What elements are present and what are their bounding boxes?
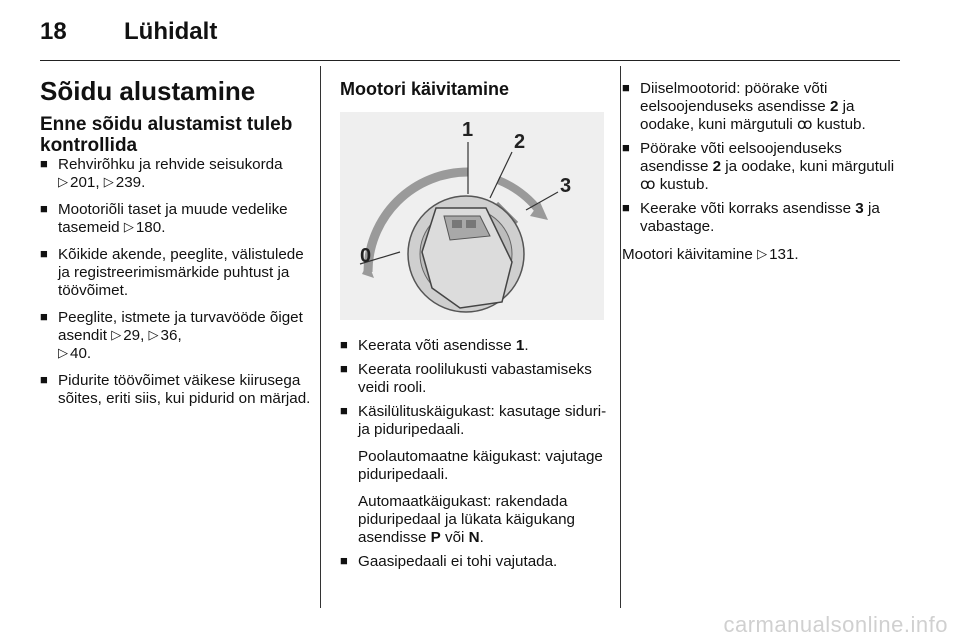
column-3 [622,66,912,264]
watermark: carmanualsonline.info [723,612,948,637]
xref-icon: ▷ [757,246,768,261]
list-item: ■ Rehvirõhku ja rehvide seisukorda ▷ 201, ▷ 239. [40,156,312,192]
list-item: ■ Diiselmootorid: pöörake võti eelsoojenduseks asendisse 2 ja oodake, kuni märgutuli ꝏ kustub. [622,80,912,134]
list-item: ■ Kõikide akende, peeglite, välistulede ja registreerimismärkide puhtust ja töövõimet. [40,246,312,300]
column-divider-1 [320,66,321,608]
column-divider-2 [620,66,621,608]
heading-start-driving: Sõidu alustamine [40,76,256,106]
xref-link[interactable]: 36, [160,327,182,344]
xref-icon: ▷ [123,219,134,234]
list-item: ■ Gaasipedaali ei tohi vajutada. [340,553,608,571]
xref-link[interactable]: 29, [123,327,149,344]
label-position-3: 3 [560,175,572,197]
xref-link[interactable]: 180. [135,219,166,236]
header-rule [40,60,900,61]
list-item: ■ Keerake võti korraks asendisse 3 ja vabastage. [622,200,912,236]
page-number: 18 [40,18,67,45]
page-header [40,14,900,54]
xref-link[interactable]: 239. [115,174,146,191]
engine-start-ref: Mootori käivitamine ▷ 131. [622,246,799,263]
list-item: ■ Keerata roolilukusti vabastamiseks veidi rooli. [340,361,608,397]
start-steps [340,337,608,571]
xref-icon: ▷ [111,327,122,342]
xref-link[interactable]: 131. [769,246,799,263]
list-item: ■ Mootoriõli taset ja muude vedelike tasemeid ▷ 180. [40,201,312,237]
heading-engine-start: Mootori käivitamine [340,79,510,99]
checklist [40,156,312,408]
diesel-steps [622,80,912,236]
xref-icon: ▷ [103,174,114,189]
glow-plug-icon: ꝏ [640,176,656,193]
label-position-1: 1 [462,119,474,141]
list-item: ■ Peeglite, istmete ja turvavööde õiget asendit ▷ 29, ▷ 36, ▷ 40. [40,309,312,363]
label-position-2: 2 [514,131,526,153]
section-title: Lühidalt [124,18,218,45]
column-1 [40,66,312,417]
list-item: ■ Keerata võti asendisse 1. [340,337,608,355]
xref-icon: ▷ [148,327,159,342]
heading-check-before: Enne sõidu alustamist tuleb kontrollida [40,114,293,156]
list-item: ■ Käsilülituskäigukast: kasutage siduri- ja piduripedaali. Poolautomaatne käigukast: vajutage piduripedaali. Automaatkäigukast: rakendada piduripedaal ja lükata käigukang asendisse P või N. [340,403,608,547]
glow-plug-icon: ꝏ [797,116,813,133]
xref-icon: ▷ [58,345,68,360]
label-position-0: 0 [360,245,372,267]
ignition-key-figure [340,112,604,320]
xref-link[interactable]: 40. [70,345,92,362]
column-2 [340,66,608,577]
xref-link[interactable]: 201, [70,174,104,191]
list-item: ■ Pöörake võti eelsoojenduseks asendisse 2 ja oodake, kuni märgutuli ꝏ kustub. [622,140,912,194]
list-item: ■ Pidurite töövõimet väikese kiirusega sõites, eriti siis, kui pidurid on märjad. [40,372,312,408]
xref-icon: ▷ [58,174,68,189]
